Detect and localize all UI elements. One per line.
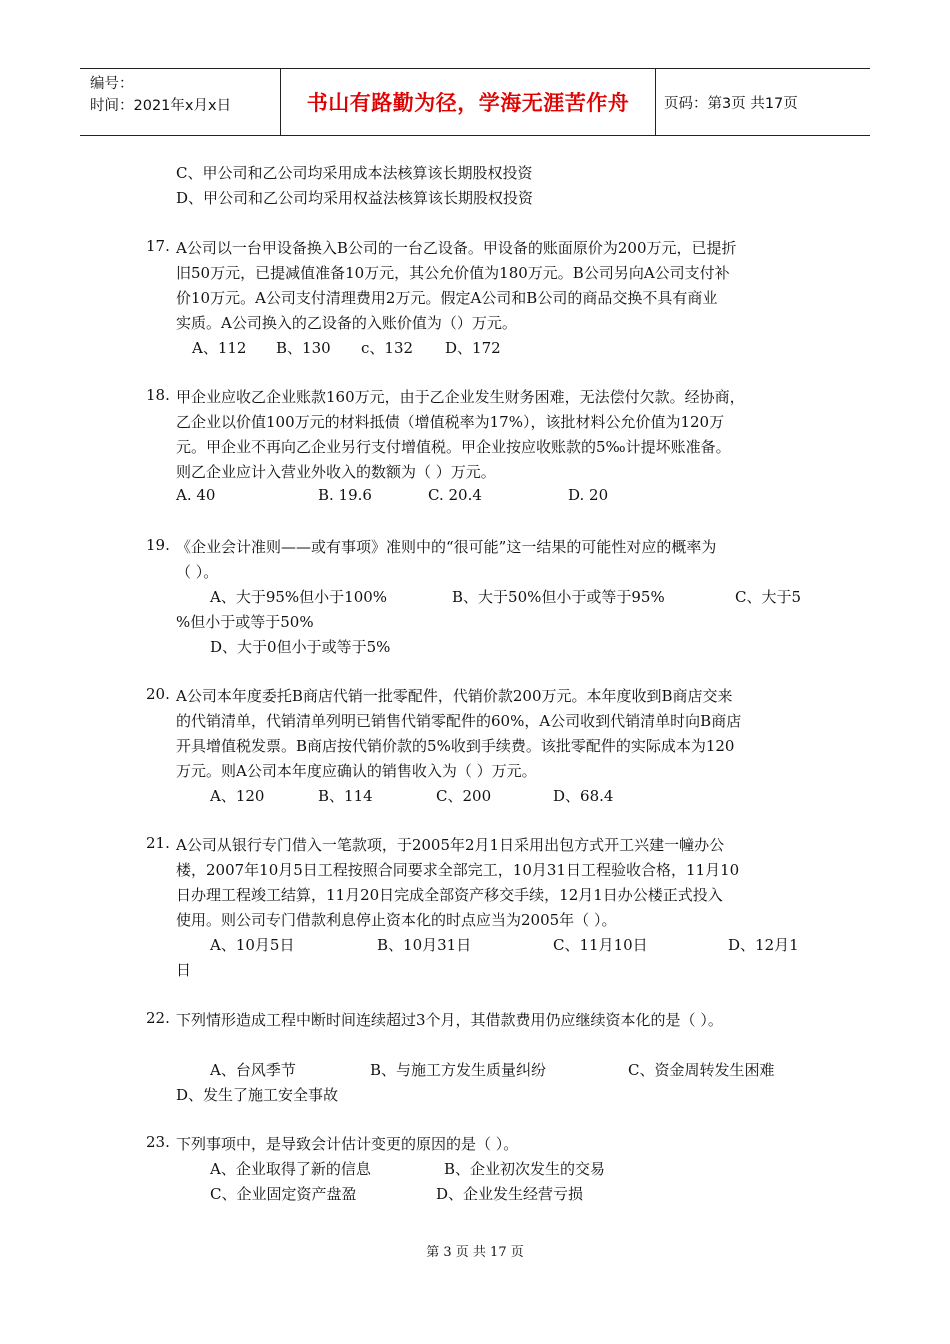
header-motto-cell xyxy=(281,69,656,135)
question-17-line: 旧50万元，已提减值准备10万元，其公允价值为180万元。B公司另向A公司支付补 xyxy=(176,264,730,282)
option-b: B、与施工方发生质量纠纷 xyxy=(370,1061,547,1079)
option-b: B、130 xyxy=(276,339,331,357)
question-20-line: 开具增值税发票。B商店按代销价款的5%收到手续费。该批零配件的实际成本为120 xyxy=(176,737,735,755)
question-19-line: （ ）。 xyxy=(176,563,219,581)
option-b: B. 19.6 xyxy=(318,486,372,504)
option-c: C、资金周转发生困难 xyxy=(628,1061,775,1079)
option-c: C、200 xyxy=(436,787,492,805)
question-19-number: 19. xyxy=(146,536,170,554)
option-c: C、大于5 xyxy=(735,588,802,606)
option-c: c、132 xyxy=(361,339,414,357)
option-b: B、企业初次发生的交易 xyxy=(444,1160,606,1178)
question-22-line: 下列情形造成工程中断时间连续超过3个月，其借款费用仍应继续资本化的是（ ）。 xyxy=(176,1011,723,1029)
question-21-number: 21. xyxy=(146,834,170,852)
question-18-line: 乙企业以价值100万元的材料抵债（增值税率为17%），该批材料公允价值为120万 xyxy=(176,413,725,431)
header-page-number: 页码：第3页 共17页 xyxy=(664,95,798,112)
header-meta xyxy=(80,69,281,135)
question-22-number: 22. xyxy=(146,1009,170,1027)
question-21-line: 楼，2007年10月5日工程按照合同要求全部完工，10月31日工程验收合格，11月10 xyxy=(176,861,740,879)
option-c: C、企业固定资产盘盈 xyxy=(210,1185,357,1203)
option-d: D、大于0但小于或等于5% xyxy=(210,638,391,656)
question-21-line: A公司从银行专门借入一笔款项，于2005年2月1日采用出包方式开工兴建一幢办公 xyxy=(176,836,725,854)
question-19-line: 《企业会计准则——或有事项》准则中的“很可能”这一结果的可能性对应的概率为 xyxy=(176,538,717,556)
option-d: D、172 xyxy=(445,339,501,357)
question-19-option-c-continued: %但小于或等于50% xyxy=(176,613,314,631)
question-20-line: 的代销清单，代销清单列明已销售代销零配件的60%，A公司收到代销清单时向B商店 xyxy=(176,712,742,730)
option-b: B、114 xyxy=(318,787,373,805)
question-21-line: 使用。则公司专门借款利息停止资本化的时点应当为2005年（ ）。 xyxy=(176,911,617,929)
option-a: A、企业取得了新的信息 xyxy=(210,1160,371,1178)
option-b: B、大于50%但小于或等于95% xyxy=(452,588,665,606)
option-d: D、发生了施工安全事故 xyxy=(176,1086,339,1104)
option-c: C、11月10日 xyxy=(553,936,648,954)
question-17-line: 实质。A公司换入的乙设备的入账价值为（）万元。 xyxy=(176,314,517,332)
option-d: D、企业发生经营亏损 xyxy=(436,1185,584,1203)
question-18-number: 18. xyxy=(146,386,170,404)
header-motto: 书山有路勤为径，学海无涯苦作舟 xyxy=(306,91,630,115)
option-a: A、台风季节 xyxy=(210,1061,296,1079)
header-time: 时间：2021年x月x日 xyxy=(90,98,232,114)
option-a: A、112 xyxy=(192,339,247,357)
option-d: D、12月1 xyxy=(728,936,799,954)
question-23-number: 23. xyxy=(146,1133,170,1151)
question-18-line: 则乙企业应计入营业外收入的数额为（ ）万元。 xyxy=(176,463,496,481)
question-20-line: 万元。则A公司本年度应确认的销售收入为（ ）万元。 xyxy=(176,762,537,780)
page-footer: 第 3 页 共 17 页 xyxy=(426,1245,524,1260)
option-a: A、大于95%但小于100% xyxy=(210,588,388,606)
question-18-line: 甲企业应收乙企业账款160万元，由于乙企业发生财务困难，无法偿付欠款。经协商， xyxy=(176,388,745,406)
option-d: D、68.4 xyxy=(553,787,614,805)
option-c: C. 20.4 xyxy=(428,486,482,504)
question-23-line: 下列事项中，是导致会计估计变更的原因的是（ ）。 xyxy=(176,1135,519,1153)
question-17-line: 价10万元。A公司支付清理费用2万元。假定A公司和B公司的商品交换不具有商业 xyxy=(176,289,718,307)
question-20-line: A公司本年度委托B商店代销一批零配件，代销价款200万元。本年度收到B商店交来 xyxy=(176,687,733,705)
question-17-line: A公司以一台甲设备换入B公司的一台乙设备。甲设备的账面原价为200万元，已提折 xyxy=(176,239,737,257)
prev-option-c: C、甲公司和乙公司均采用成本法核算该长期股权投资 xyxy=(176,164,533,182)
header-number: 编号： xyxy=(90,76,134,92)
question-18-line: 元。甲企业不再向乙企业另行支付增值税。甲企业按应收账款的5‰计提坏账准备。 xyxy=(176,438,731,456)
option-a: A. 40 xyxy=(176,486,216,504)
option-b: B、10月31日 xyxy=(377,936,472,954)
option-a: A、120 xyxy=(210,787,265,805)
prev-option-d: D、甲公司和乙公司均采用权益法核算该长期股权投资 xyxy=(176,189,534,207)
question-21-line: 日办理工程竣工结算，11月20日完成全部资产移交手续，12月1日办公楼正式投入 xyxy=(176,886,723,904)
question-17-number: 17. xyxy=(146,237,170,255)
option-a: A、10月5日 xyxy=(210,936,295,954)
page-header xyxy=(80,68,870,136)
question-20-number: 20. xyxy=(146,685,170,703)
question-21-option-d-continued: 日 xyxy=(176,961,192,979)
option-d: D. 20 xyxy=(568,486,609,504)
